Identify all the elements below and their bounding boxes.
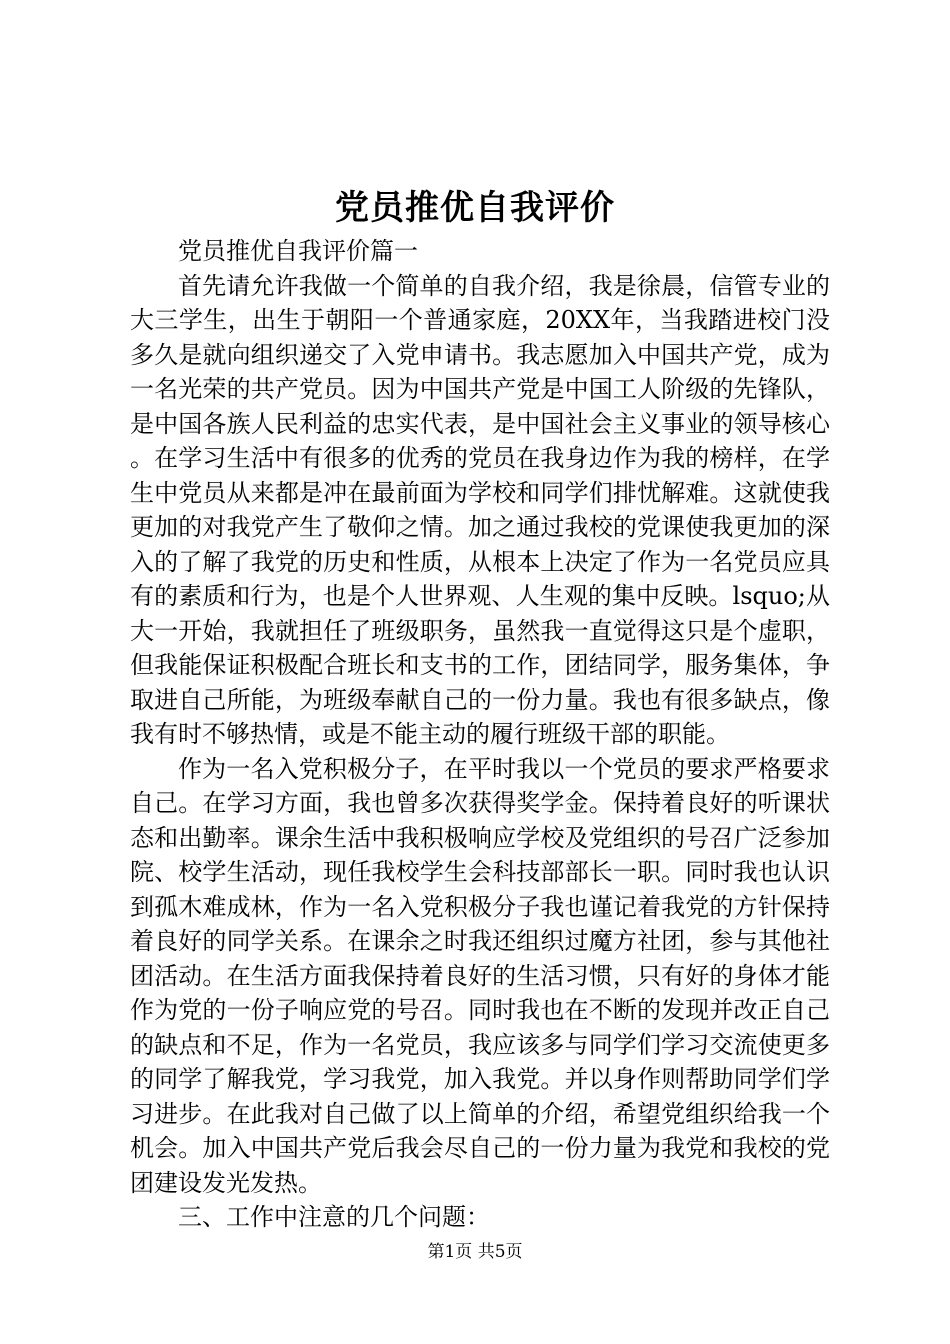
document-title: 党员推优自我评价: [335, 188, 615, 228]
paragraph-work-issues: 三、工作中注意的几个问题：: [178, 1203, 490, 1231]
document-body: [130, 234, 830, 1235]
paragraph-self-introduction: 首先请允许我做一个简单的自我介绍，我是徐晨，信管专业的大三学生，出生于朝阳一个普通家庭，20XX年，当我踏进校门没多久是就向组织递交了入党申请书。我志愿加入中国共产党，成为一名光荣的共产党员。因为中国共产党是中国工人阶级的先锋队，是中国各族人民利益的忠实代表，是中国社会主义事业的领导核心。在学习生活中有很多的优秀的党员在我身边作为我的榜样，在学生中党员从来都是冲在最前面为学校和同学们排忧解难。这就使我更加的对我党产生了敬仰之情。加之通过我校的党课使我更加的深入的了解了我党的历史和性质，从根本上决定了作为一名党员应具有的素质和行为，也是个人世界观、人生观的集中反映。lsquo;从大一开始，我就担任了班级职务，虽然我一直觉得这只是个虚职，但我能保证积极配合班长和支书的工作，团结同学，服务集体，争取进自己所能，为班级奉献自己的一份力量。我也有很多缺点，像我有时不够热情，或是不能主动的履行班级干部的职能。: [130, 271, 830, 748]
paragraph-activist: 作为一名入党积极分子，在平时我以一个党员的要求严格要求自己。在学习方面，我也曾多次获得奖学金。保持着良好的听课状态和出勤率。课余生活中我积极响应学校及党组织的号召广泛参加院、校学生活动，现任我校学生会科技部部长一职。同时我也认识到孤木难成林，作为一名入党积极分子我也谨记着我党的方针保持着良好的同学关系。在课余之时我还组织过魔方社团，参与其他社团活动。在生活方面我保持着良好的生活习惯，只有好的身体才能作为党的一份子响应党的号召。同时我也在不断的发现并改正自己的缺点和不足，作为一名党员，我应该多与同学们学习交流使更多的同学了解我党，学习我党，加入我党。并以身作则帮助同学们学习进步。在此我对自己做了以上简单的介绍，希望党组织给我一个机会。加入中国共产党后我会尽自己的一份力量为我党和我校的党团建设发光发热。: [130, 754, 830, 1197]
section-heading: 党员推优自我评价篇一: [178, 237, 418, 265]
page-footer: 第1页 共5页: [427, 1242, 523, 1262]
